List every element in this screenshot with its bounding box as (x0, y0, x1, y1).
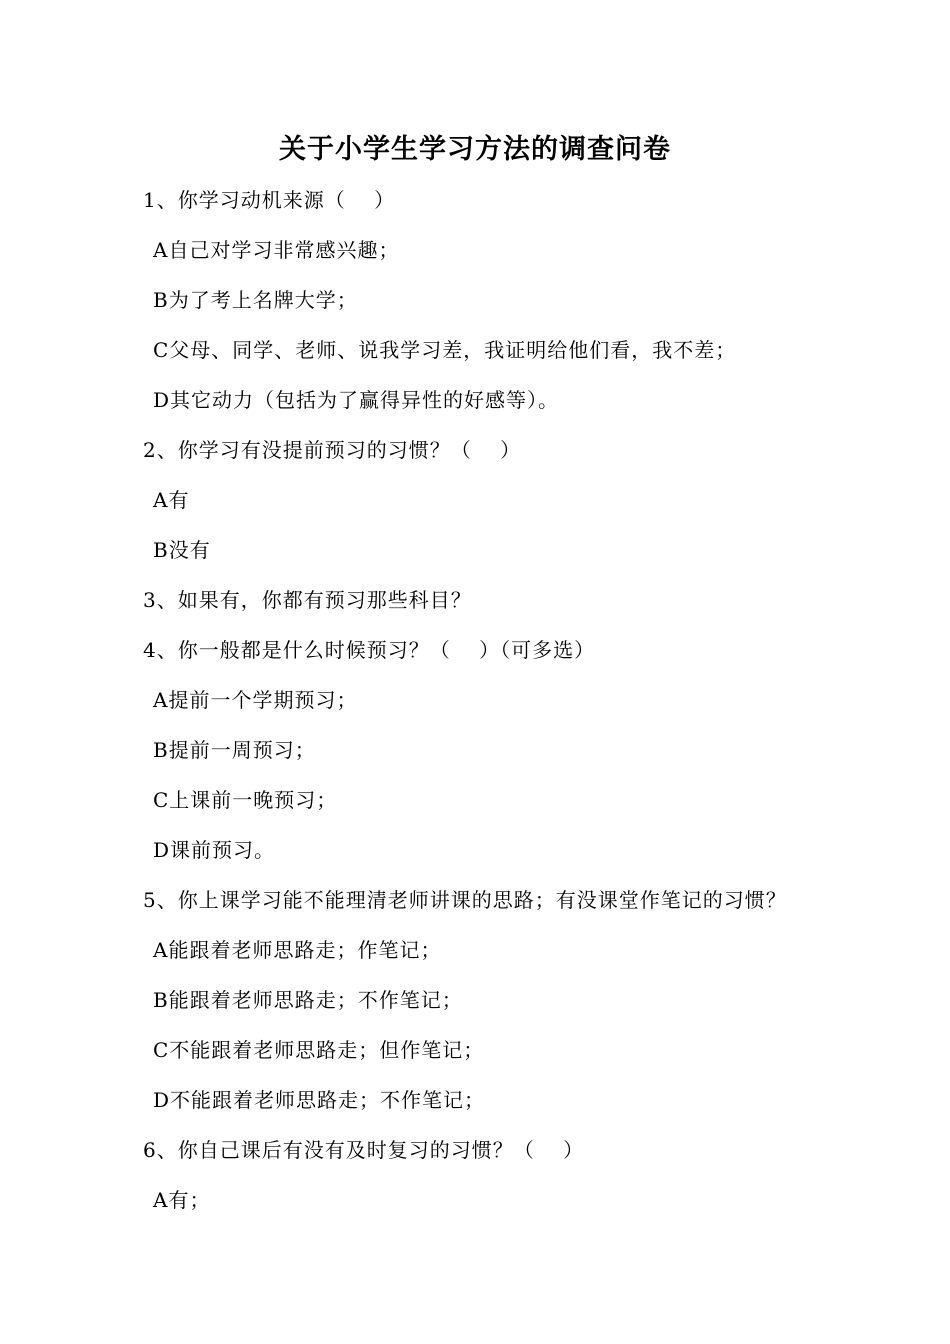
question-2: 2、你学习有没提前预习的习惯？（ ） (143, 438, 522, 462)
option-2a: A有 (153, 488, 190, 512)
option-5d: D不能跟着老师思路走；不作笔记； (153, 1088, 486, 1112)
option-4a: A提前一个学期预习； (153, 688, 358, 712)
question-5: 5、你上课学习能不能理清老师讲课的思路；有没课堂作笔记的习惯？ (143, 888, 787, 912)
question-3: 3、如果有，你都有预习那些科目？ (143, 588, 472, 612)
question-4: 4、你一般都是什么时候预习？（ ）（可多选） (143, 638, 596, 662)
option-5a: A能跟着老师思路走；作笔记； (153, 938, 442, 962)
option-6a: A有； (153, 1188, 211, 1212)
option-1b: B为了考上名牌大学； (153, 288, 358, 312)
option-4b: B提前一周预习； (153, 738, 316, 762)
option-2b: B没有 (153, 538, 211, 562)
option-1a: A自己对学习非常感兴趣； (153, 238, 400, 262)
option-1c: C父母、同学、老师、说我学习差，我证明给他们看，我不差； (153, 338, 737, 362)
page-title: 关于小学生学习方法的调查问卷 (279, 134, 671, 165)
question-6: 6、你自己课后有没有及时复习的习惯？（ ） (143, 1138, 585, 1162)
question-1: 1、你学习动机来源（ ） (143, 188, 396, 212)
option-4d: D课前预习。 (153, 838, 276, 862)
option-4c: C上课前一晚预习； (153, 788, 338, 812)
option-1d: D其它动力（包括为了赢得异性的好感等）。 (153, 388, 560, 412)
questionnaire-body (0, 178, 950, 1228)
option-5b: B能跟着老师思路走；不作笔记； (153, 988, 463, 1012)
option-5c: C不能跟着老师思路走；但作笔记； (153, 1038, 485, 1062)
